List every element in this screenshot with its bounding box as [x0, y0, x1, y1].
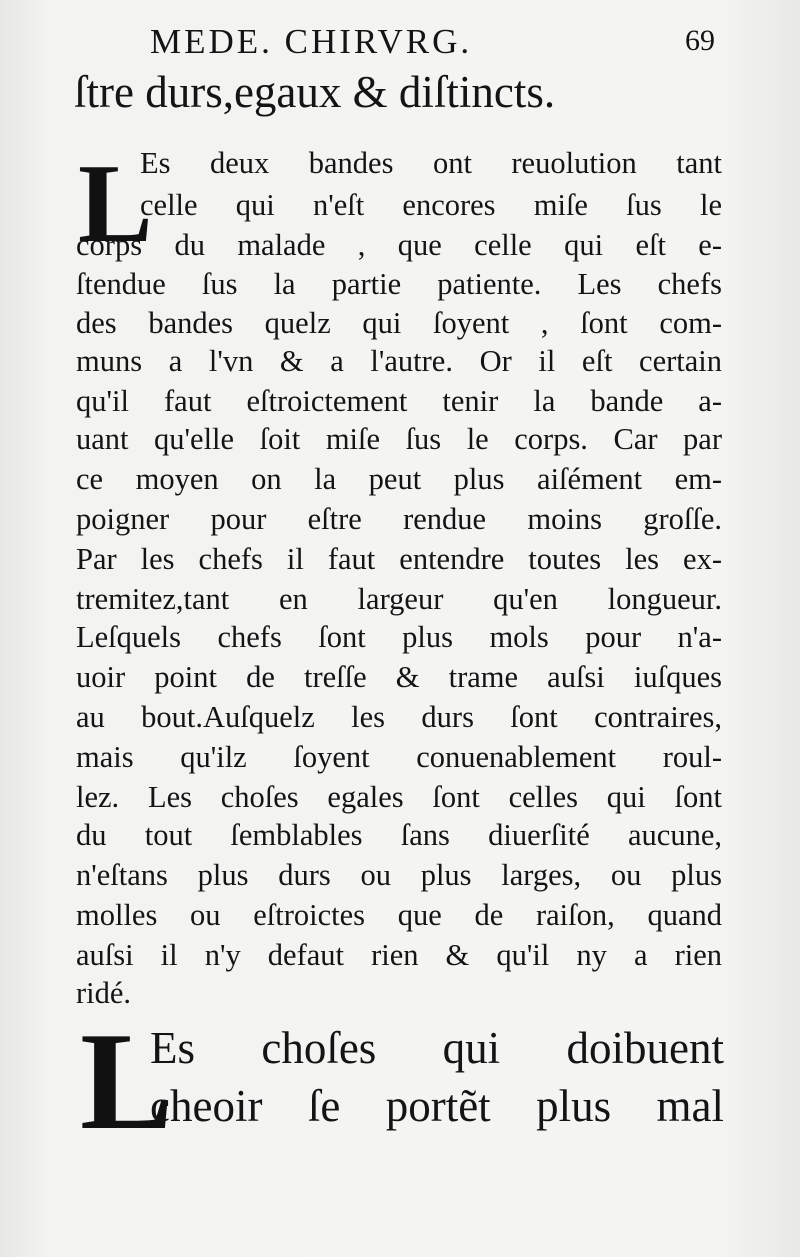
text-line: des bandes quelz qui ſoyent , ſont com-: [76, 306, 722, 340]
drop-cap: L: [80, 1004, 174, 1159]
drop-cap: L: [78, 142, 153, 266]
text-line: qu'il faut eſtroictement tenir la bande a-: [76, 384, 722, 418]
text-line: au bout.Auſquelz les durs ſont contraires,: [76, 700, 722, 734]
continuation-line: ſtre durs,egaux & diſtincts.: [74, 67, 556, 117]
page-number: 69: [685, 24, 715, 57]
text-line: muns a l'vn & a l'autre. Or il eſt certain: [76, 344, 722, 378]
text-line: tremitez,tant en largeur qu'en longueur.: [76, 582, 722, 616]
text-line: mais qu'ilz ſoyent conuenablement roul-: [76, 740, 722, 774]
text-line: Leſquels chefs ſont plus mols pour n'a-: [76, 620, 722, 654]
text-line: molles ou eſtroictes que de raiſon, quand: [76, 898, 722, 932]
text-line: Es deux bandes ont reuolution tant: [140, 146, 722, 180]
text-line: lez. Les choſes egales ſont celles qui ſont: [76, 780, 722, 814]
text-line: auſsi il n'y defaut rien & qu'il ny a rien: [76, 938, 722, 972]
text-line: cheoir ſe portẽt plus mal: [150, 1081, 724, 1131]
text-line: uant qu'elle ſoit miſe ſus le corps. Car par: [76, 422, 722, 456]
text-line: uoir point de treſſe & trame auſsi iuſques: [76, 660, 722, 694]
text-line: n'eſtans plus durs ou plus larges, ou plus: [76, 858, 722, 892]
text-line: ridé.: [76, 976, 132, 1010]
text-line: poigner pour eſtre rendue moins groſſe.: [76, 502, 722, 536]
text-line: du tout ſemblables ſans diuerſité aucune,: [76, 818, 722, 852]
text-line: Par les chefs il faut entendre toutes les ex-: [76, 542, 722, 576]
text-line: Es choſes qui doibuent: [150, 1023, 724, 1073]
text-line: ce moyen on la peut plus aiſément em-: [76, 462, 722, 496]
running-header: [150, 22, 720, 62]
text-line: celle qui n'eſt encores miſe ſus le: [140, 188, 722, 222]
text-line: ſtendue ſus la partie patiente. Les chefs: [76, 267, 722, 301]
text-line: corps du malade , que celle qui eſt e-: [76, 228, 722, 262]
running-title: MEDE. CHIRVRG.: [150, 22, 473, 61]
